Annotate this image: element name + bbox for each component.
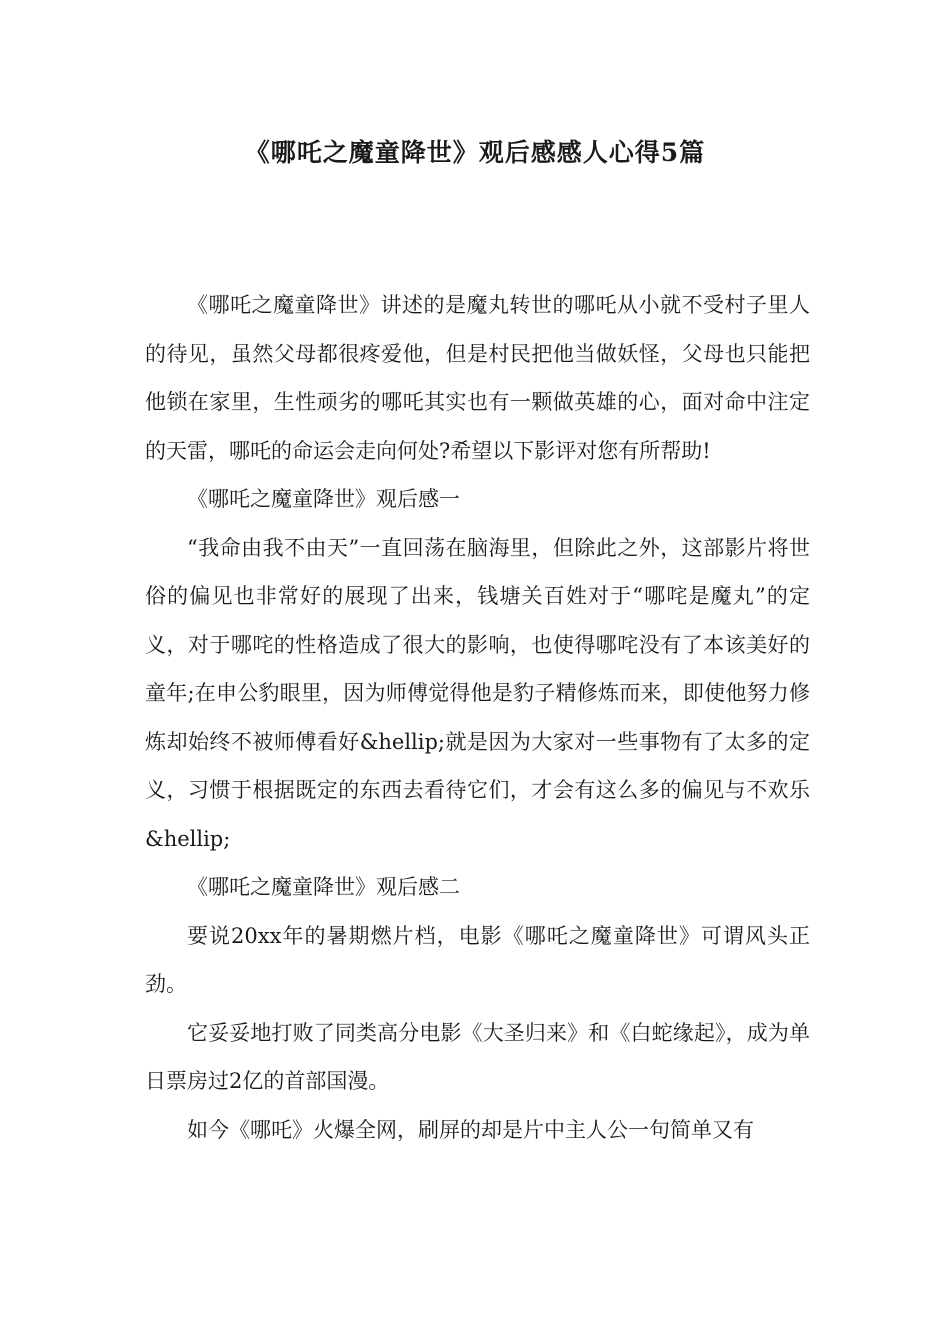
review-two-paragraph-3: 如今《哪吒》火爆全网，刷屏的却是片中主人公一句简单又有 bbox=[187, 1117, 754, 1142]
review-two-paragraph-2: 它妥妥地打败了同类高分电影《大圣归来》和《白蛇缘起》，成为单日票房过2亿的首部国漫。 bbox=[145, 1020, 810, 1093]
review-two-paragraph-1: 要说20xx年的暑期燃片档，电影《哪吒之魔童降世》可谓风头正劲。 bbox=[145, 923, 810, 996]
review-one-paragraph: “我命由我不由天”一直回荡在脑海里，但除此之外，这部影片将世俗的偏见也非常好的展现了出来，钱塘关百姓对于“哪咤是魔丸”的定义，对于哪咤的性格造成了很大的影响，也使得哪咤没有了本该美好的童年;在申公豹眼里，因为师傅觉得他是豹子精修炼而来，即使他努力修炼却始终不被师傅看好&hellip;就是因为大家对一些事物有了太多的定义，习惯于根据既定的东西去看待它们，才会有这么多的偏见与不欢乐&hellip; bbox=[145, 535, 810, 851]
intro-paragraph: 《哪吒之魔童降世》讲述的是魔丸转世的哪吒从小就不受村子里人的待见，虽然父母都很疼爱他，但是村民把他当做妖怪，父母也只能把他锁在家里，生性顽劣的哪吒其实也有一颗做英雄的心，面对命中注定的天雷，哪吒的命运会走向何处?希望以下影评对您有所帮助! bbox=[145, 293, 810, 463]
document-title: 《哪吒之魔童降世》观后感感人心得5篇 bbox=[244, 138, 706, 167]
section-heading-two: 《哪吒之魔童降世》观后感二 bbox=[187, 875, 460, 899]
section-heading-one: 《哪吒之魔童降世》观后感一 bbox=[187, 487, 460, 511]
document-body bbox=[145, 281, 810, 1154]
